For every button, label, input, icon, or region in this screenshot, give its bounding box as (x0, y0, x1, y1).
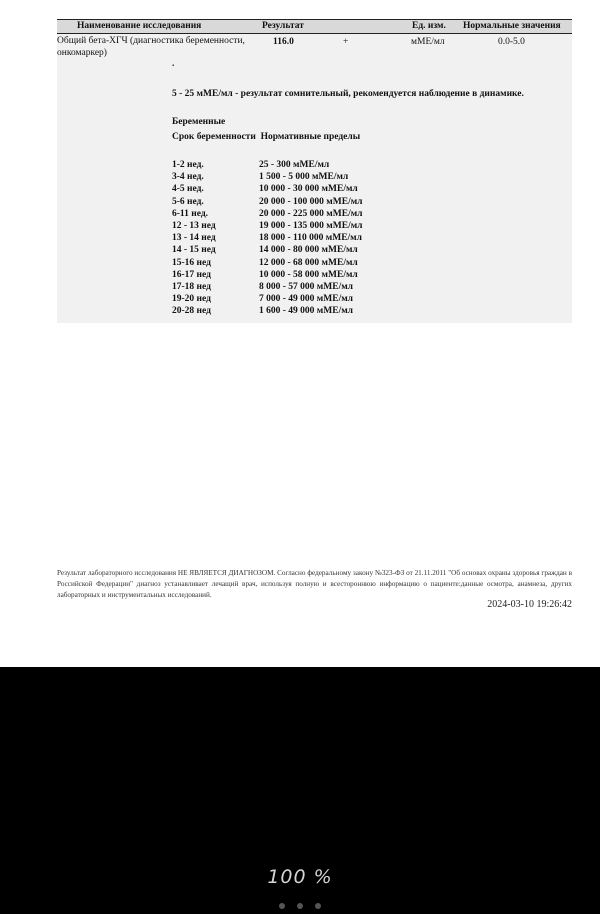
range-term: 12 - 13 нед (172, 220, 216, 231)
pregnant-header: Срок беременности Нормативные пределы (172, 132, 361, 142)
range-limits: 8 000 - 57 000 мМЕ/мл (259, 281, 354, 292)
test-unit: мМЕ/мл (411, 37, 445, 47)
page-dot[interactable] (315, 903, 321, 909)
comment-block (57, 60, 572, 323)
range-row (172, 159, 572, 171)
range-row (172, 220, 572, 232)
range-limits: 10 000 - 58 000 мМЕ/мл (259, 269, 358, 280)
table-header (57, 19, 572, 34)
range-limits: 19 000 - 135 000 мМЕ/мл (259, 220, 363, 231)
range-limits: 1 600 - 49 000 мМЕ/мл (259, 306, 354, 317)
range-term: 19-20 нед (172, 294, 211, 305)
header-unit: Ед. изм. (412, 21, 446, 31)
range-row (172, 305, 572, 317)
range-row (172, 293, 572, 305)
range-limits: 20 000 - 225 000 мМЕ/мл (259, 208, 363, 219)
range-term: 4-5 нед. (172, 184, 204, 195)
header-result: Результат (262, 21, 304, 31)
range-term: 5-6 нед. (172, 196, 204, 207)
range-limits: 1 500 - 5 000 мМЕ/мл (259, 172, 349, 183)
range-row (172, 281, 572, 293)
range-term: 20-28 нед (172, 306, 211, 317)
reference-ranges (172, 159, 572, 317)
range-term: 6-11 нед. (172, 208, 209, 219)
disclaimer-text: Результат лабораторного исследования НЕ ЯВЛЯЕТСЯ ДИАГНОЗОМ. Согласно федеральному закону №323-ФЗ от 21.11.2011 "Об основах охраны здоровья граждан в Российской Федерации" диагноз устанавливает лечащий врач, используя полную и всестороннюю информацию о пациенте:данные осмотра, анамнеза, других лабораторных и инструментальных исследований. (57, 569, 572, 599)
range-row (172, 183, 572, 195)
header-name: Наименование исследования (77, 21, 202, 31)
range-row (172, 244, 572, 256)
pregnant-title: Беременные (172, 117, 226, 127)
table-row (57, 34, 572, 60)
range-term: 15-16 нед (172, 257, 211, 268)
range-term: 1-2 нед. (172, 160, 204, 170)
range-limits: 25 - 300 мМЕ/мл (259, 160, 330, 170)
range-limits: 20 000 - 100 000 мМЕ/мл (259, 196, 363, 207)
range-limits: 14 000 - 80 000 мМЕ/мл (259, 245, 358, 256)
test-result: 116.0 (273, 37, 294, 47)
zoom-indicator: 100 % (267, 866, 333, 888)
header-norm: Нормальные значения (463, 21, 561, 31)
result-flag: + (343, 37, 349, 47)
range-limits: 18 000 - 110 000 мМЕ/мл (259, 233, 362, 244)
range-term: 13 - 14 нед (172, 233, 216, 244)
range-term: 17-18 нед (172, 281, 211, 292)
range-limits: 10 000 - 30 000 мМЕ/мл (259, 184, 358, 195)
range-row (172, 269, 572, 281)
range-limits: 7 000 - 49 000 мМЕ/мл (259, 294, 354, 305)
interpretation-note: 5 - 25 мМЕ/мл - результат сомнительный, рекомендуется наблюдение в динамике. (172, 89, 524, 99)
range-row (172, 232, 572, 244)
page-dots (0, 896, 600, 914)
range-term: 3-4 нед. (172, 172, 204, 183)
page-dot[interactable] (279, 903, 285, 909)
test-norm: 0.0-5.0 (498, 37, 525, 47)
range-row (172, 171, 572, 183)
range-limits: 12 000 - 68 000 мМЕ/мл (259, 257, 358, 268)
page-dot[interactable] (297, 903, 303, 909)
range-row (172, 208, 572, 220)
range-row (172, 257, 572, 269)
test-name: Общий бета-ХГЧ (диагностика беременности, онкомаркер) (57, 36, 245, 58)
results-table (57, 19, 572, 323)
range-row (172, 196, 572, 208)
range-term: 14 - 15 нед (172, 245, 216, 256)
report-timestamp: 2024-03-10 19:26:42 (487, 599, 572, 610)
range-term: 16-17 нед (172, 269, 211, 280)
comment-dot: . (172, 59, 175, 69)
